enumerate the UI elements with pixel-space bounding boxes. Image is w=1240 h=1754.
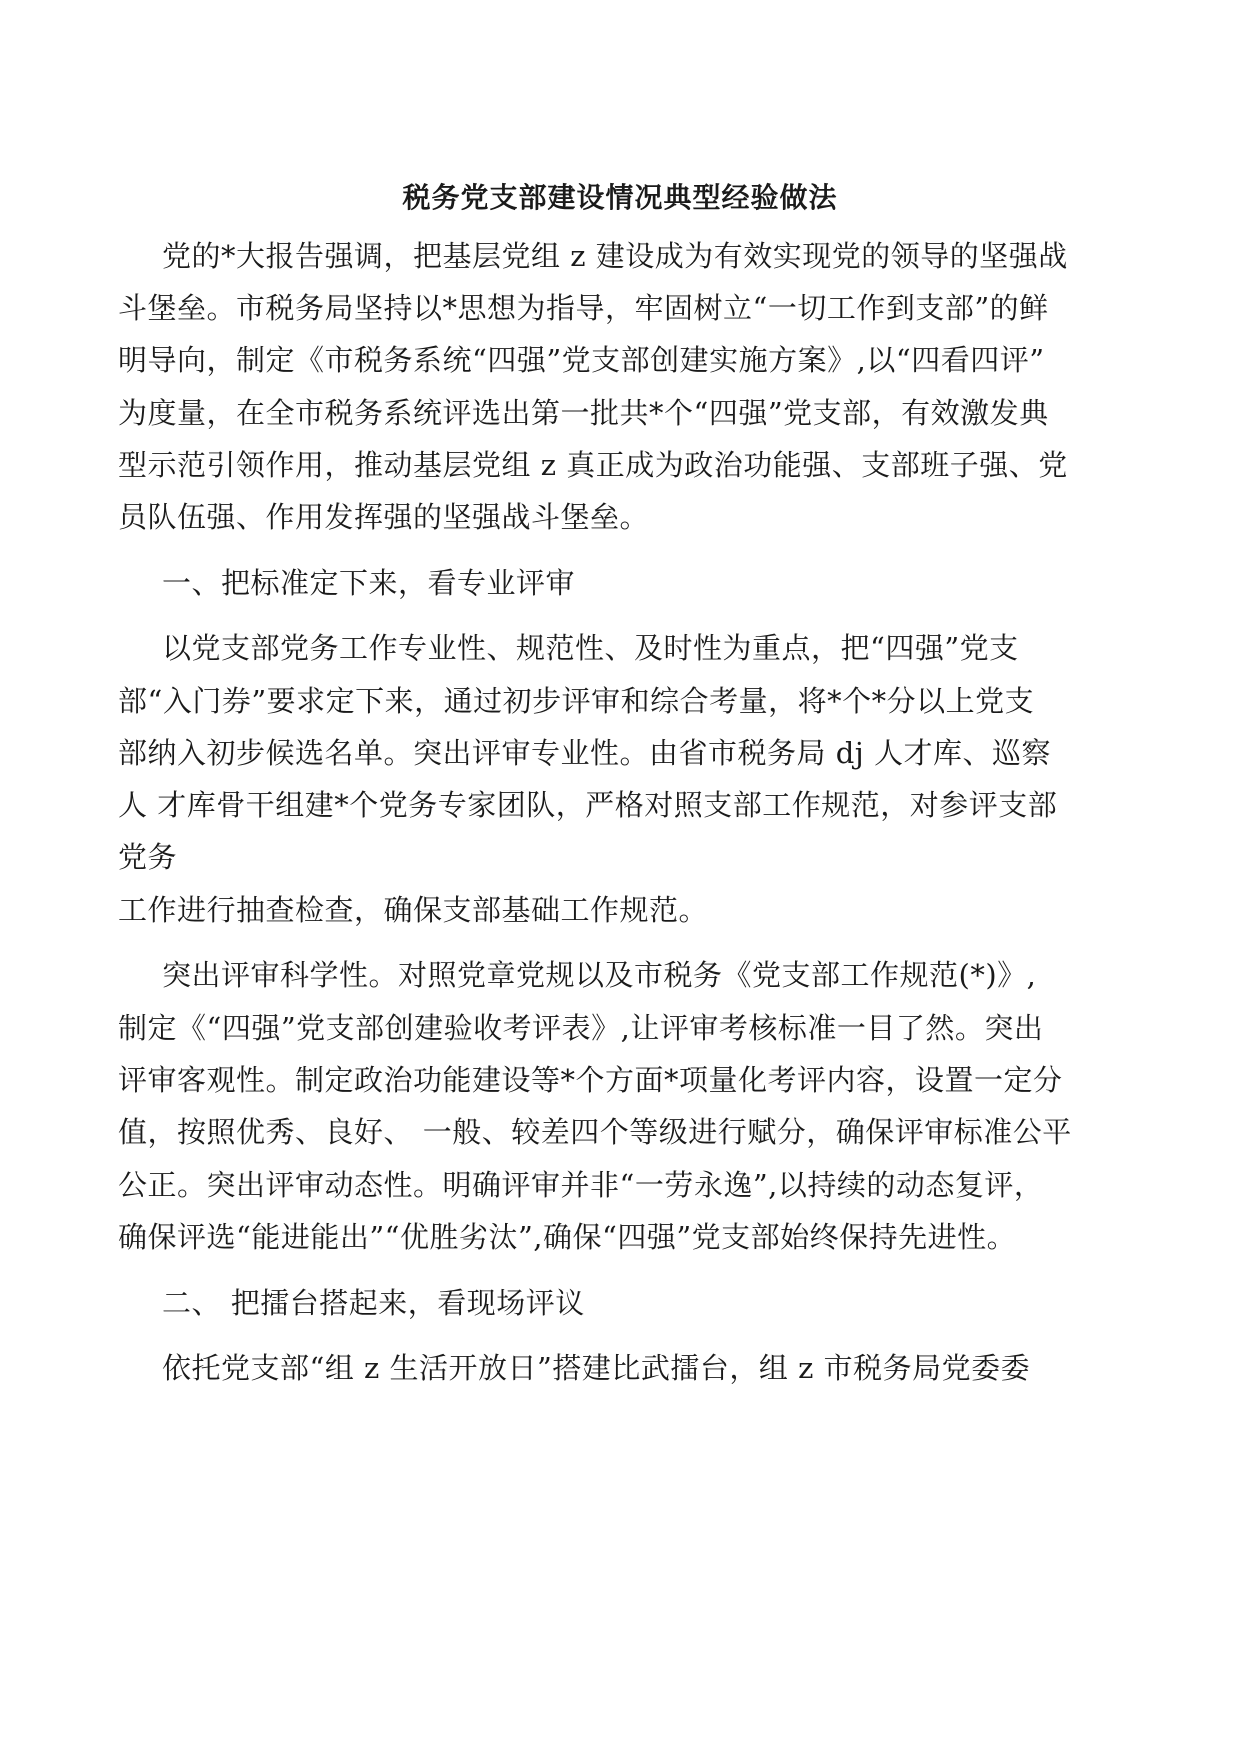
body-line: 工作进行抽查检查，确保支部基础工作规范。 (118, 893, 709, 927)
body-line: 明导向，制定《市税务系统“四强”党支部创建实施方案》,以“四看四评” (118, 343, 1045, 377)
document-title: 税务党支部建设情况典型经验做法 (402, 181, 838, 214)
body-line: 斗堡垒。市税务局坚持以*思想为指导，牢固树立“一切工作到支部”的鲜 (118, 291, 1049, 325)
body-line: 确保评选“能进能出”“优胜劣汰”,确保“四强”党支部始终保持先进性。 (118, 1220, 1017, 1254)
body-line: 公正。突出评审动态性。明确评审并非“一劳永逸”,以持续的动态复评， (118, 1168, 1044, 1202)
body-line: 员队伍强、作用发挥强的坚强战斗堡垒。 (118, 500, 650, 534)
body-line: 部“入门券”要求定下来，通过初步评审和综合考量，将*个*分以上党支 (118, 684, 1035, 718)
body-line: 突出评审科学性。对照党章党规以及市税务《党支部工作规范(*)》, (162, 958, 1037, 992)
body-line: 制定《“四强”党支部创建验收考评表》,让评审考核标准一目了然。突出 (118, 1011, 1044, 1045)
body-line: 依托党支部“组 z 生活开放日”搭建比武擂台，组 z 市税务局党委委 (162, 1351, 1031, 1385)
body-line: 以党支部党务工作专业性、规范性、及时性为重点，把“四强”党支 (162, 631, 1019, 665)
body-line: 党的*大报告强调，把基层党组 z 建设成为有效实现党的领导的坚强战 (162, 239, 1068, 273)
body-line: 部纳入初步候选名单。突出评审专业性。由省市税务局 dj 人才库、巡察 (118, 736, 1051, 770)
section-heading-1: 一、把标准定下来，看专业评审 (162, 566, 576, 600)
body-line: 党务 (118, 840, 178, 874)
body-line: 值，按照优秀、良好、 一般、较差四个等级进行赋分，确保评审标准公平 (118, 1115, 1072, 1149)
body-line: 评审客观性。制定政治功能建设等*个方面*项量化考评内容，设置一定分 (118, 1063, 1063, 1097)
body-line: 人 才库骨干组建*个党务专家团队，严格对照支部工作规范，对参评支部 (118, 788, 1058, 822)
body-line: 为度量，在全市税务系统评选出第一批共*个“四强”党支部，有效激发典 (118, 396, 1049, 430)
section-heading-2: 二、 把擂台搭起来，看现场评议 (162, 1286, 585, 1320)
body-line: 型示范引领作用，推动基层党组 z 真正成为政治功能强、支部班子强、党 (118, 448, 1068, 482)
